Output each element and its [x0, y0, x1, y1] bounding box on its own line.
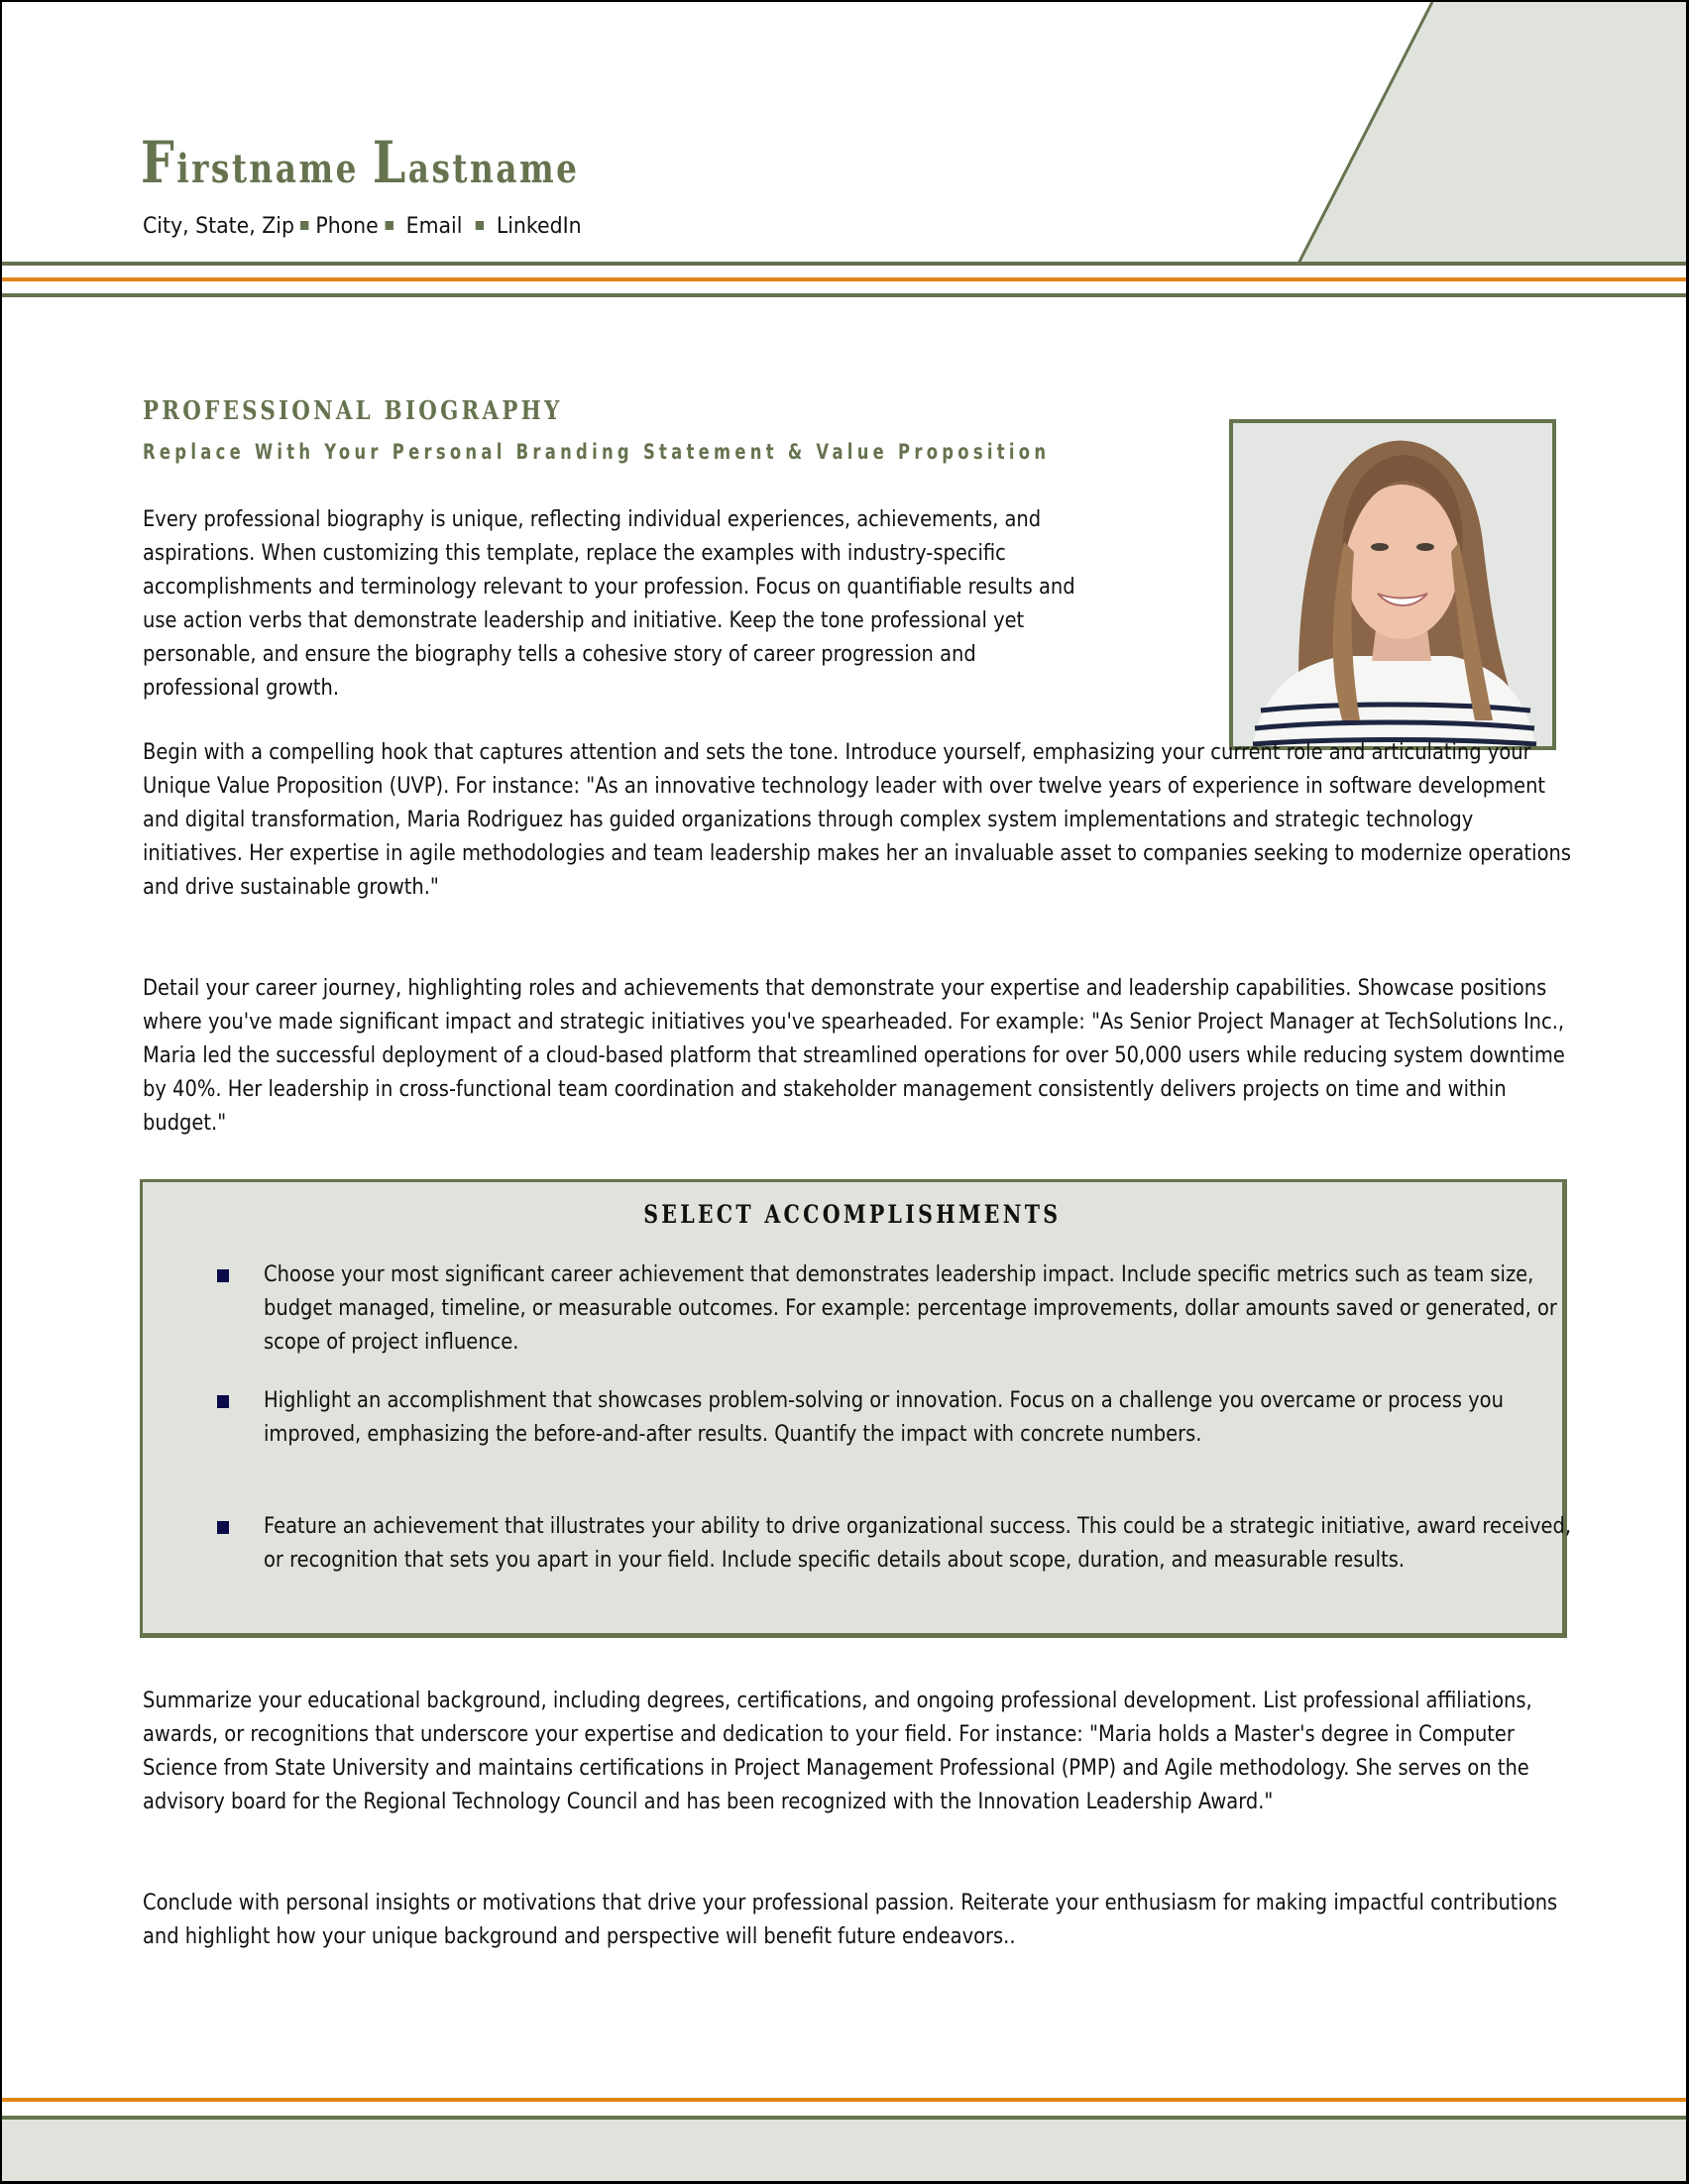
accomplishments-panel [140, 1179, 1572, 1638]
headshot-illustration [1233, 423, 1552, 746]
bio-paragraph-5 [143, 1886, 1575, 1953]
headshot-photo [1229, 419, 1556, 750]
last-name-rest: astname [407, 146, 580, 192]
bio-paragraph-3-text: Detail your career journey, highlighting roles and achievements that demonstrate your expertise and leadership capabilities. Showcase positions where you've made significant impact and strategic initiatives you've spearheaded. For example: "As Senior Project Manager at TechSolutions Inc., Maria led the successful deployment of a cloud-based platform that streamlined operations for over 50,000 users while reducing system downtime by 40%. Her leadership in cross-functional team coordination and stakeholder management consistently delivers projects on time and within budget." [143, 975, 1565, 1136]
accomplishment-text: Choose your most significant career achievement that demonstrates leadership impact. Include specific metrics such as team size, budget managed, timeline, or measurable outcomes. For example: percentage improvements, dollar amounts saved or generated, or scope of project influence. [264, 1261, 1557, 1355]
square-bullet-icon [217, 1269, 229, 1282]
bio-paragraph-3 [143, 971, 1575, 1140]
square-bullet-icon [300, 221, 308, 230]
first-initial: F [141, 129, 177, 196]
candidate-name [141, 129, 580, 196]
bio-paragraph-2-text: Begin with a compelling hook that captures attention and sets the tone. Introduce yourself, emphasizing your current role and articulating your Unique Value Proposition (UVP). For instance: "As an innovative technology leader with over twelve years of experience in software development and digital transformation, Maria Rodriguez has guided organizations through complex system implementations and strategic technology initiatives. Her expertise in agile methodologies and team leadership makes her an invaluable asset to companies seeking to modernize operations and drive sustainable growth." [143, 739, 1571, 900]
biography-heading: PROFESSIONAL BIOGRAPHY [143, 396, 563, 426]
first-name-rest: irstname [176, 146, 359, 192]
accomplishments-heading-text: SELECT ACCOMPLISHMENTS [643, 1200, 1062, 1229]
contact-line [143, 214, 582, 239]
square-bullet-icon [385, 221, 393, 230]
header-corner-panel [1298, 2, 1689, 264]
square-bullet-icon [217, 1395, 229, 1408]
footer-rule-orange [2, 2098, 1689, 2102]
accomplishment-text: Feature an achievement that illustrates your ability to drive organizational success. This could be a strategic initiative, award received, or recognition that sets you apart in your field. Include specific details about scope, duration, and measurable results. [264, 1513, 1572, 1573]
contact-email: Email [405, 214, 463, 239]
bio-paragraph-1-text: Every professional biography is unique, reflecting individual experiences, achievements, and aspirations. When customizing this template, replace the examples with industry-specific accomplishments and terminology relevant to your profession. Focus on quantifiable results and use action verbs that demonstrate leadership and initiative. Keep the tone professional yet personable, and ensure the biography tells a cohesive story of career progression and professional growth. [143, 506, 1075, 701]
last-initial: L [372, 129, 408, 196]
accomplishments-heading [143, 1200, 1562, 1229]
square-bullet-icon [475, 221, 483, 230]
eye-right [1416, 543, 1434, 551]
bio-paragraph-4 [143, 1684, 1575, 1818]
accomplishment-text: Highlight an accomplishment that showcases problem-solving or innovation. Focus on a challenge you overcame or process you improved, emphasizing the before-and-after results. Quantify the impact with concrete numbers. [264, 1387, 1504, 1447]
bio-paragraph-4-text: Summarize your educational background, including degrees, certifications, and ongoing professional development. List professional affiliations, awards, or recognitions that underscore your expertise and dedication to your field. For instance: "Maria holds a Master's degree in Computer Science from State University and maintains certifications in Project Management Professional (PMP) and Agile methodology. She serves on the advisory board for the Regional Technology Council and has been recognized with the Innovation Leadership Award." [143, 1688, 1532, 1814]
header-rule-olive-bottom [2, 293, 1689, 297]
contact-location: City, State, Zip [143, 214, 294, 239]
contact-linkedin: LinkedIn [496, 214, 582, 239]
header-rule-olive-top [2, 262, 1689, 266]
contact-phone: Phone [315, 214, 379, 239]
branding-statement: Replace With Your Personal Branding Statement & Value Proposition [143, 440, 1051, 464]
bio-paragraph-5-text: Conclude with personal insights or motivations that drive your professional passion. Reiterate your enthusiasm for making impactful contributions and highlight how your unique background and perspective will benefit future endeavors.. [143, 1890, 1558, 1949]
bio-paragraph-2 [143, 735, 1575, 904]
eye-left [1371, 543, 1389, 551]
footer-band [2, 2120, 1689, 2184]
header-rule-orange [2, 277, 1689, 281]
bio-paragraph-1 [143, 502, 1077, 705]
square-bullet-icon [217, 1521, 229, 1534]
